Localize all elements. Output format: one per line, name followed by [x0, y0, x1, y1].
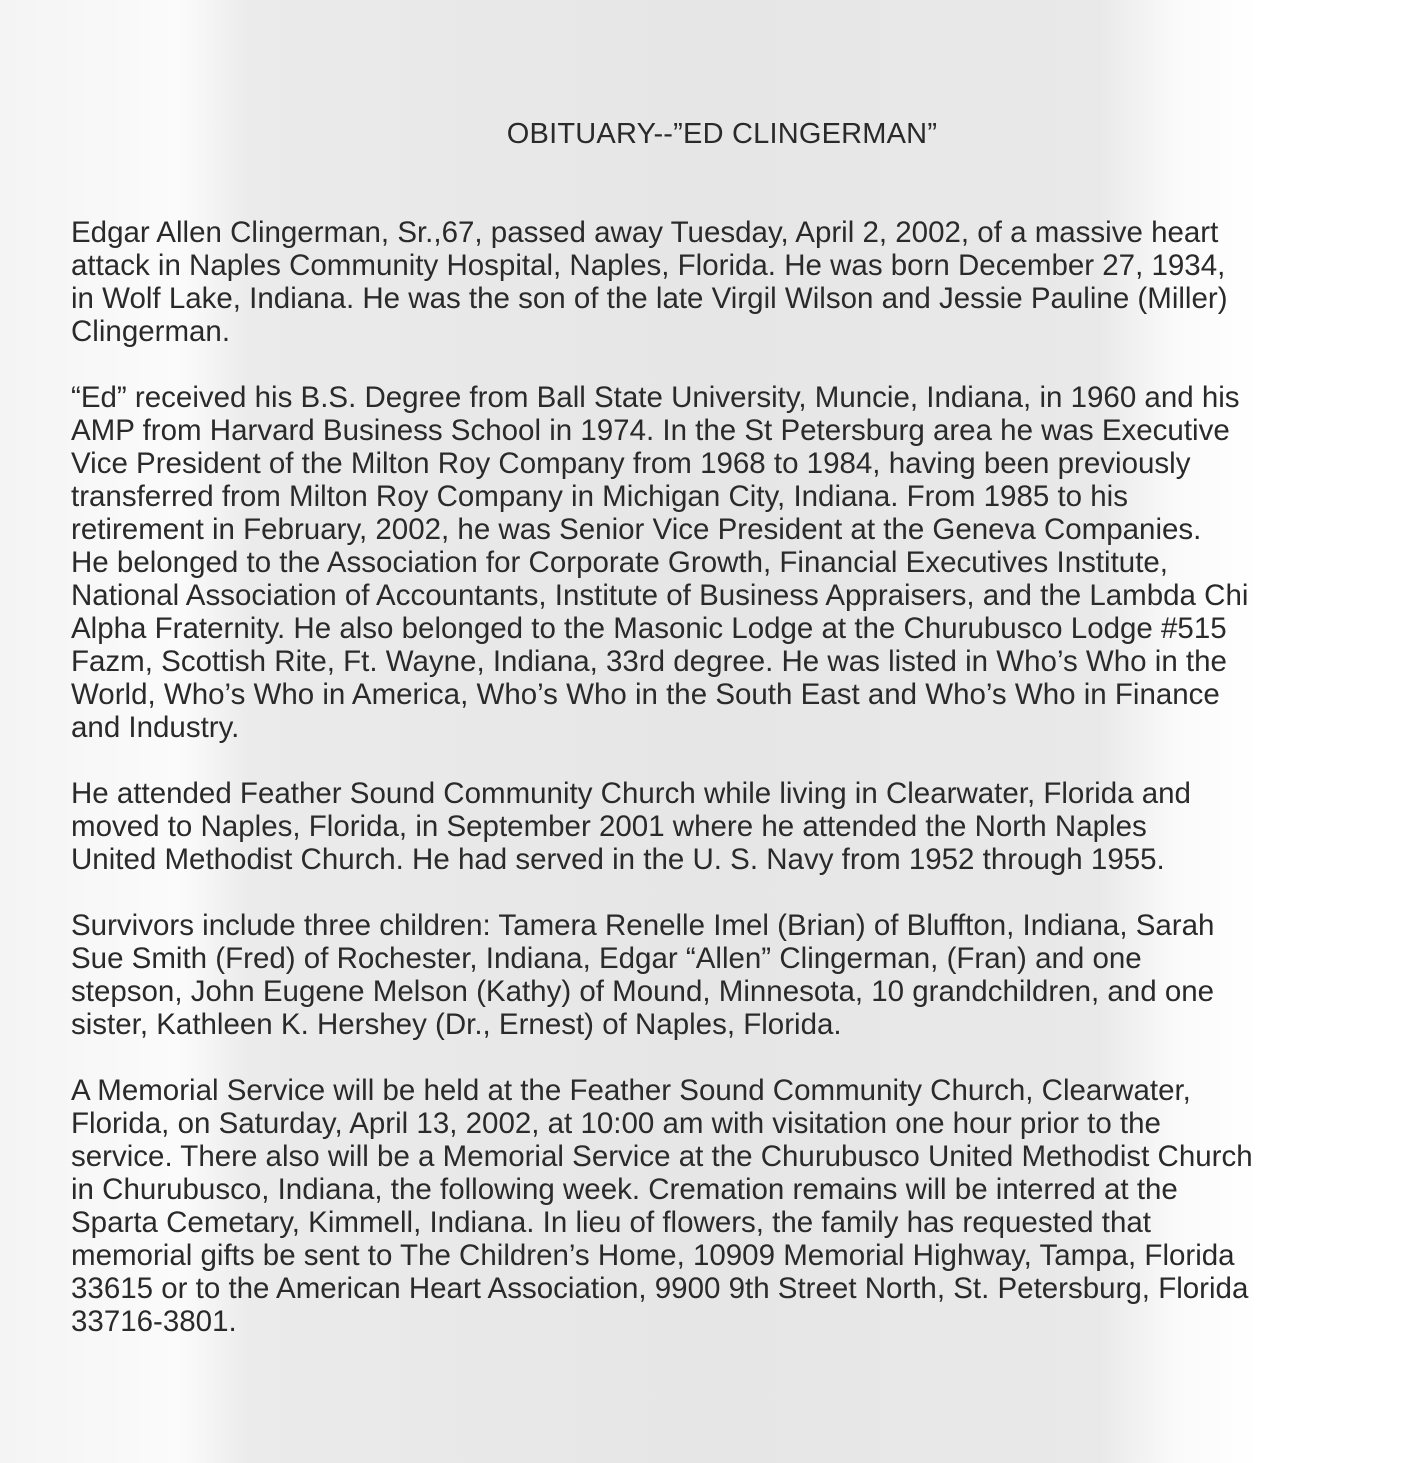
- text-line: in Churubusco, Indiana, the following week. Cremation remains will be interred at the: [71, 1173, 1178, 1206]
- paragraph-death-notice: [71, 216, 1381, 348]
- page-title: OBITUARY--”ED CLINGERMAN”: [506, 118, 938, 150]
- text-line: Alpha Fraternity. He also belonged to the Masonic Lodge at the Churubusco Lodge #515: [71, 612, 1227, 645]
- text-line: AMP from Harvard Business School in 1974. In the St Petersburg area he was Executive: [71, 414, 1230, 447]
- paragraph-church-navy: [71, 777, 1381, 876]
- text-line: Survivors include three children: Tamera Renelle Imel (Brian) of Bluffton, Indiana, Sarah: [71, 909, 1215, 942]
- text-line: “Ed” received his B.S. Degree from Ball State University, Muncie, Indiana, in 1960 and his: [71, 381, 1240, 414]
- text-line: service. There also will be a Memorial Service at the Churubusco United Methodist Church: [71, 1140, 1253, 1173]
- obituary-body: [71, 216, 1381, 1371]
- text-line: transferred from Milton Roy Company in Michigan City, Indiana. From 1985 to his: [71, 480, 1128, 513]
- text-line: memorial gifts be sent to The Children’s Home, 10909 Memorial Highway, Tampa, Florida: [71, 1239, 1235, 1272]
- text-line: United Methodist Church. He had served in the U. S. Navy from 1952 through 1955.: [71, 843, 1165, 876]
- text-line: in Wolf Lake, Indiana. He was the son of the late Virgil Wilson and Jessie Pauline (Miller): [71, 282, 1228, 315]
- text-line: and Industry.: [71, 711, 240, 744]
- text-line: Clingerman.: [71, 315, 231, 348]
- text-line: 33716-3801.: [71, 1305, 237, 1338]
- text-line: Vice President of the Milton Roy Company from 1968 to 1984, having been previously: [71, 447, 1191, 480]
- text-line: sister, Kathleen K. Hershey (Dr., Ernest) of Naples, Florida.: [71, 1008, 842, 1041]
- text-line: Fazm, Scottish Rite, Ft. Wayne, Indiana, 33rd degree. He was listed in Who’s Who in the: [71, 645, 1227, 678]
- text-line: Florida, on Saturday, April 13, 2002, at 10:00 am with visitation one hour prior to the: [71, 1107, 1161, 1140]
- paragraph-survivors: [71, 909, 1381, 1041]
- text-line: Edgar Allen Clingerman, Sr.,67, passed away Tuesday, April 2, 2002, of a massive heart: [71, 216, 1219, 249]
- text-line: National Association of Accountants, Institute of Business Appraisers, and the Lambda Chi: [71, 579, 1249, 612]
- text-line: He attended Feather Sound Community Church while living in Clearwater, Florida and: [71, 777, 1191, 810]
- text-line: 33615 or to the American Heart Association, 9900 9th Street North, St. Petersburg, Florida: [71, 1272, 1249, 1305]
- text-line: He belonged to the Association for Corporate Growth, Financial Executives Institute,: [71, 546, 1169, 579]
- paragraph-memorial-service: [71, 1074, 1381, 1338]
- text-line: Sparta Cemetary, Kimmell, Indiana. In lieu of flowers, the family has requested that: [71, 1206, 1151, 1239]
- text-line: moved to Naples, Florida, in September 2001 where he attended the North Naples: [71, 810, 1147, 843]
- text-line: Sue Smith (Fred) of Rochester, Indiana, Edgar “Allen” Clingerman, (Fran) and one: [71, 942, 1142, 975]
- text-line: stepson, John Eugene Melson (Kathy) of Mound, Minnesota, 10 grandchildren, and one: [71, 975, 1215, 1008]
- text-line: retirement in February, 2002, he was Senior Vice President at the Geneva Companies.: [71, 513, 1202, 546]
- text-line: World, Who’s Who in America, Who’s Who in the South East and Who’s Who in Finance: [71, 678, 1220, 711]
- paragraph-career: [71, 381, 1381, 744]
- text-line: A Memorial Service will be held at the Feather Sound Community Church, Clearwater,: [71, 1074, 1191, 1107]
- text-line: attack in Naples Community Hospital, Naples, Florida. He was born December 27, 1934,: [71, 249, 1226, 282]
